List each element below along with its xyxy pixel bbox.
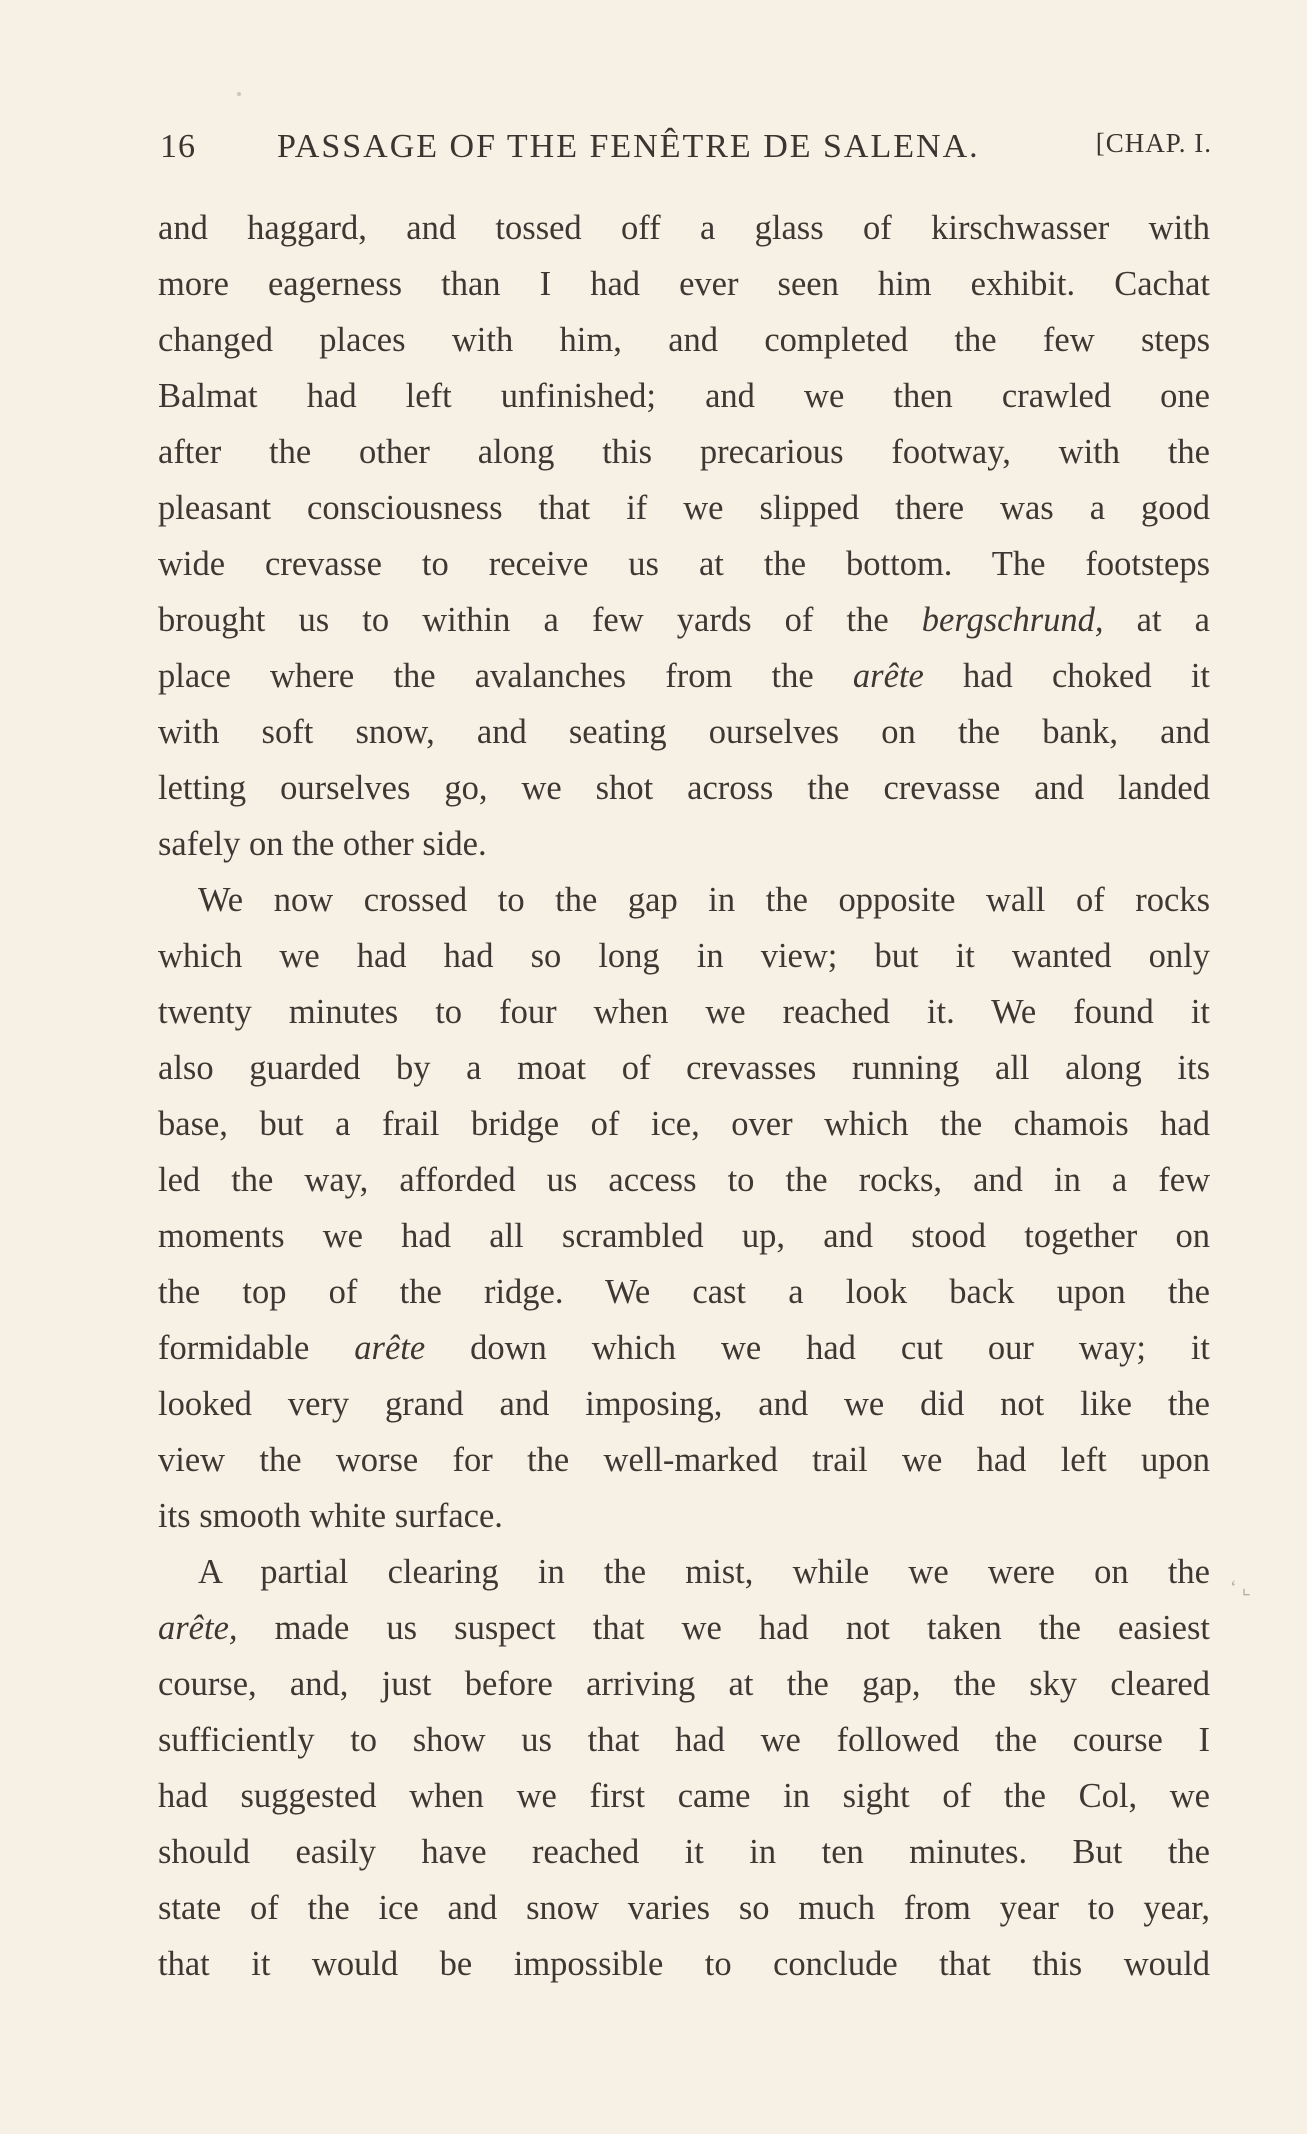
text-run: had choked it	[923, 657, 1210, 695]
text-line: state of the ice and snow varies so much from year to year,	[158, 1889, 1210, 1927]
text-line: that it would be impossible to conclude that this would	[158, 1945, 1210, 1983]
text-line: which we had had so long in view; but it wanted only	[158, 937, 1210, 975]
text-run: down which we had cut our way; it	[425, 1329, 1210, 1367]
text-line: the top of the ridge. We cast a look back upon the	[158, 1273, 1210, 1311]
text-line: also guarded by a moat of crevasses running all along its	[158, 1049, 1210, 1087]
running-head	[160, 128, 1212, 172]
text-line: with soft snow, and seating ourselves on the bank, and	[158, 713, 1210, 751]
text-line: had suggested when we first came in sight of the Col, we	[158, 1777, 1210, 1815]
text-line: led the way, afforded us access to the rocks, and in a few	[158, 1161, 1210, 1199]
text-run: made us suspect that we had not taken the easiest	[237, 1609, 1210, 1647]
text-line	[158, 1320, 1210, 1376]
text-line: sufficiently to show us that had we followed the course I	[158, 1721, 1210, 1759]
page-number: 16	[160, 128, 196, 165]
text-line: letting ourselves go, we shot across the crevasse and landed	[158, 769, 1210, 807]
body-text	[158, 200, 1210, 1992]
italic-term: arête	[354, 1329, 426, 1367]
text-line: looked very grand and imposing, and we did not like the	[158, 1385, 1210, 1423]
text-line	[158, 592, 1210, 648]
ink-speck	[237, 92, 241, 96]
text-line: view the worse for the well-marked trail we had left upon	[158, 1441, 1210, 1479]
text-line	[158, 648, 1210, 704]
text-run: at a	[1103, 601, 1210, 639]
text-line: Balmat had left unfinished; and we then crawled one	[158, 377, 1210, 415]
chapter-reference: [CHAP. I.	[1095, 128, 1212, 158]
text-line: twenty minutes to four when we reached it. We found it	[158, 993, 1210, 1031]
text-line: safely on the other side.	[158, 825, 487, 863]
italic-term: arête	[852, 657, 924, 695]
text-line	[158, 1600, 1210, 1656]
text-line: and haggard, and tossed off a glass of kirschwasser with	[158, 209, 1210, 247]
text-line: course, and, just before arriving at the gap, the sky cleared	[158, 1665, 1210, 1703]
text-line: moments we had all scrambled up, and stood together on	[158, 1217, 1210, 1255]
italic-term: bergschrund,	[921, 601, 1104, 639]
text-line: wide crevasse to receive us at the bottom. The footsteps	[158, 545, 1210, 583]
text-line: A partial clearing in the mist, while we were on the	[198, 1553, 1210, 1591]
text-run: formidable	[158, 1329, 355, 1367]
running-title: PASSAGE OF THE FENÊTRE DE SALENA.	[277, 128, 980, 165]
text-line: changed places with him, and completed the few steps	[158, 321, 1210, 359]
text-run: place where the avalanches from the	[158, 657, 853, 695]
margin-mark: ʻ ⌞	[1230, 1577, 1252, 1599]
text-line: after the other along this precarious footway, with the	[158, 433, 1210, 471]
text-line: more eagerness than I had ever seen him exhibit. Cachat	[158, 265, 1210, 303]
text-line: We now crossed to the gap in the opposite wall of rocks	[198, 881, 1210, 919]
text-line: pleasant consciousness that if we slipped there was a good	[158, 489, 1210, 527]
italic-term: arête,	[158, 1609, 238, 1647]
text-line: should easily have reached it in ten minutes. But the	[158, 1833, 1210, 1871]
text-line: its smooth white surface.	[158, 1497, 503, 1535]
text-run: brought us to within a few yards of the	[158, 601, 922, 639]
text-line: base, but a frail bridge of ice, over which the chamois had	[158, 1105, 1210, 1143]
